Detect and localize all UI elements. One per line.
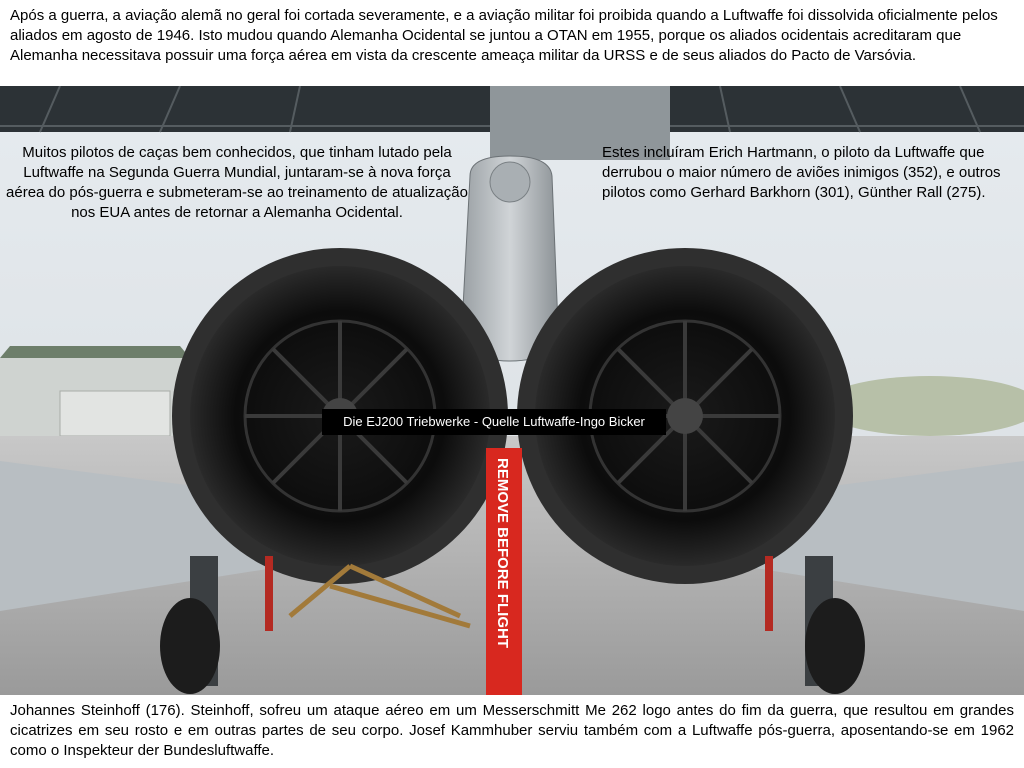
svg-text:REMOVE BEFORE FLIGHT: REMOVE BEFORE FLIGHT xyxy=(494,458,511,649)
photo-caption: Die EJ200 Triebwerke - Quelle Luftwaffe-Ingo Bicker xyxy=(322,409,666,435)
right-paragraph: Estes incluíram Erich Hartmann, o piloto da Luftwaffe que derrubou o maior número de aviões inimigos (352), e outros pilotos como Gerhard Barkhorn (301), Günther Rall (275). xyxy=(602,144,1001,201)
top-paragraph: Após a guerra, a aviação alemã no geral foi cortada severamente, e a aviação militar foi proibida quando a Luftwaffe foi dissolvida oficialmente pelos aliados em agosto de 1946. Isto mudou quando Alemanha Ocidental se juntou a OTAN em 1955, porque os aliados ocidentais acreditaram que Alemanha necessitava possuir uma força aérea em vista da crescente ameaça militar da URSS e de seus aliados do Pacto de Varsóvia. xyxy=(10,7,998,64)
left-paragraph: Muitos pilotos de caças bem conhecidos, que tinham lutado pela Luftwaffe na Segunda Guerra Mundial, juntaram-se à nova força aérea do pós-guerra e submeteram-se ao treinamento de atualização nos EUA antes de retornar a Alemanha Ocidental. xyxy=(6,144,468,221)
remove-before-flight-tag xyxy=(486,448,522,695)
bottom-paragraph: Johannes Steinhoff (176). Steinhoff, sofreu um ataque aéreo em um Messerschmitt Me 262 logo antes do fim da guerra, que resultou em grandes cicatrizes em seu rosto e em outras partes de seu corpo. Josef Kammhuber serviu também com a Luftwaffe pós-guerra, aposentando-se em 1962 como o Inspekteur der Bundesluftwaffe. xyxy=(10,702,1014,759)
